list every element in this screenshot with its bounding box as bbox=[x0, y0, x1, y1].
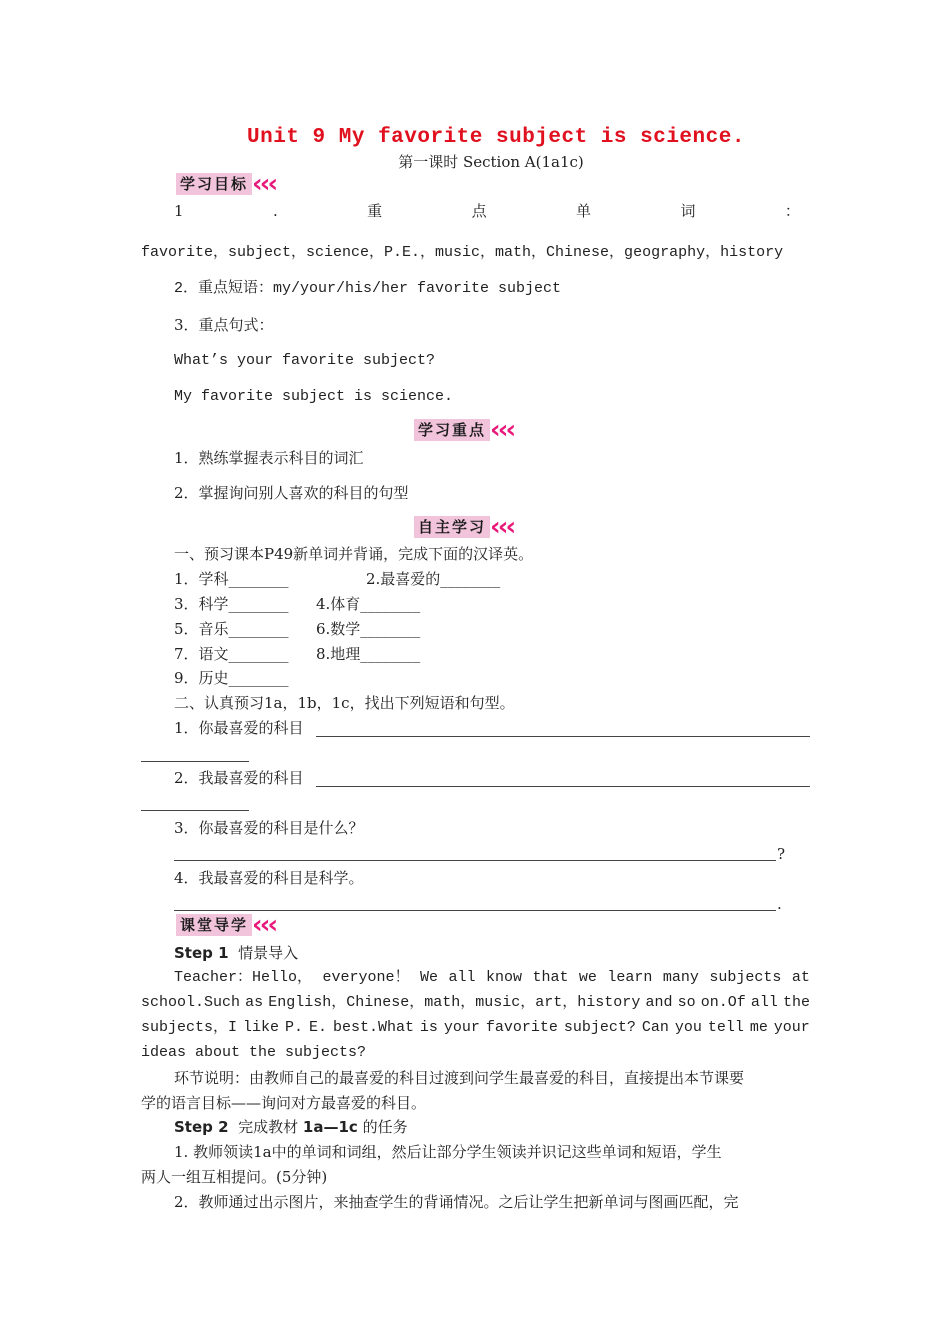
answer-line bbox=[316, 786, 810, 787]
period-mark: . bbox=[777, 895, 782, 913]
vocab-item: 2.最喜爱的________ bbox=[366, 570, 501, 588]
word: as bbox=[245, 994, 264, 1011]
word: best.What bbox=[332, 1019, 414, 1036]
word: on.Of bbox=[700, 994, 746, 1011]
step-2-title-b: 1a—1c bbox=[302, 1118, 358, 1136]
chevrons-left-icon: ‹‹‹ bbox=[252, 910, 276, 940]
focus-item-2: 2．掌握询问别人喜欢的科目的句型 bbox=[174, 484, 409, 502]
word: Teacher：Hello， bbox=[174, 969, 313, 986]
task-2-line-1: 2．教师通过出示图片，来抽查学生的背诵情况。之后让学生把新单词与图画匹配，完 bbox=[174, 1193, 739, 1211]
char: 1 bbox=[174, 202, 184, 220]
chevrons-left-icon: ‹‹‹ bbox=[490, 512, 514, 542]
word: tell bbox=[707, 1019, 744, 1036]
page-subtitle: 第一课时 Section A(1a1c) bbox=[398, 153, 584, 171]
step-1-heading bbox=[174, 943, 298, 963]
word: learn bbox=[607, 969, 653, 986]
word: we bbox=[578, 969, 597, 986]
answer-line bbox=[141, 761, 249, 762]
goals-item-2: 2．重点短语：my/your/his/her favorite subject bbox=[174, 280, 562, 297]
word: you bbox=[674, 1019, 702, 1036]
vocab-item: 4.体育________ bbox=[316, 595, 421, 613]
word: know bbox=[485, 969, 522, 986]
word: the bbox=[782, 994, 810, 1011]
word: your bbox=[443, 1019, 480, 1036]
goals-words: favorite，subject，science，P.E.，music，math，Chinese，geography，history bbox=[141, 244, 784, 261]
word: all bbox=[750, 994, 778, 1011]
char: ： bbox=[784, 202, 800, 220]
goals-sentence-1: What’s your favorite subject? bbox=[174, 352, 436, 369]
note-line-1: 环节说明：由教师自己的最喜爱的科目过渡到问学生最喜爱的科目，直接提出本节课要 bbox=[174, 1069, 745, 1087]
question-4: 4．我最喜爱的科目是科学。 bbox=[174, 869, 364, 887]
focus-item-1: 1．熟练掌握表示科目的词汇 bbox=[174, 449, 364, 467]
word: like bbox=[242, 1019, 279, 1036]
word: is bbox=[419, 1019, 438, 1036]
step-2-heading bbox=[174, 1117, 408, 1137]
chevrons-left-icon: ‹‹‹ bbox=[252, 169, 276, 199]
word: P. bbox=[284, 1019, 303, 1036]
section-badge-focus bbox=[414, 417, 513, 443]
badge-label: 自主学习 bbox=[414, 516, 490, 538]
char: 单 bbox=[576, 202, 592, 220]
self-part-2: 二、认真预习1a，1b，1c，找出下列短语和句型。 bbox=[174, 694, 515, 712]
word: E. bbox=[308, 1019, 327, 1036]
step-1-label: Step 1 bbox=[174, 944, 229, 962]
answer-line bbox=[141, 810, 249, 811]
word: so bbox=[677, 994, 696, 1011]
chevrons-left-icon: ‹‹‹ bbox=[490, 415, 514, 445]
vocab-item: 7．语文________ bbox=[174, 645, 289, 663]
word: everyone！ bbox=[322, 969, 410, 986]
vocab-item: 1．学科________ bbox=[174, 570, 289, 588]
page-title: Unit 9 My favorite subject is science. bbox=[247, 126, 745, 149]
word: and bbox=[645, 994, 673, 1011]
word: English，Chinese，math，music，art，history bbox=[268, 994, 641, 1011]
teacher-line-3 bbox=[141, 1018, 810, 1038]
goals-item-3: 3．重点句式： bbox=[174, 316, 274, 334]
step-2-title-a: 完成教材 bbox=[238, 1118, 299, 1136]
word: school.Such bbox=[141, 994, 241, 1011]
word: at bbox=[791, 969, 810, 986]
word: me bbox=[749, 1019, 768, 1036]
goals-sentence-2: My favorite subject is science. bbox=[174, 388, 454, 405]
teacher-line-2 bbox=[141, 993, 810, 1013]
self-part-1: 一、预习课本P49新单词并背诵，完成下面的汉译英。 bbox=[174, 545, 534, 563]
question-mark: ? bbox=[777, 845, 786, 863]
word: your bbox=[773, 1019, 810, 1036]
answer-line bbox=[174, 860, 776, 861]
vocab-item: 9．历史________ bbox=[174, 669, 289, 687]
teacher-line-1 bbox=[174, 968, 810, 988]
vocab-item: 5．音乐________ bbox=[174, 620, 289, 638]
question-2: 2．我最喜爱的科目 bbox=[174, 769, 304, 787]
badge-label: 学习目标 bbox=[176, 173, 252, 195]
step-1-title: 情景导入 bbox=[238, 944, 299, 962]
vocab-item: 3．科学________ bbox=[174, 595, 289, 613]
word: subjects，I bbox=[141, 1019, 238, 1036]
step-2-title-c: 的任务 bbox=[362, 1118, 408, 1136]
question-1: 1．你最喜爱的科目 bbox=[174, 719, 304, 737]
char: . bbox=[272, 202, 278, 220]
teacher-line-4: ideas about the subjects? bbox=[141, 1044, 367, 1061]
word: subject? bbox=[563, 1019, 636, 1036]
word: many bbox=[662, 969, 699, 986]
question-3: 3．你最喜爱的科目是什么？ bbox=[174, 819, 364, 837]
answer-line bbox=[316, 736, 810, 737]
vocab-item: 6.数学________ bbox=[316, 620, 421, 638]
char: 重 bbox=[367, 202, 383, 220]
word: We bbox=[419, 969, 438, 986]
word: subjects bbox=[709, 969, 782, 986]
char: 词 bbox=[680, 202, 696, 220]
note-line-2: 学的语言目标——询问对方最喜爱的科目。 bbox=[141, 1094, 427, 1112]
word: all bbox=[448, 969, 476, 986]
task-1-line-2: 两人一组互相提问。(5分钟) bbox=[141, 1168, 328, 1186]
section-badge-goals bbox=[176, 171, 275, 197]
step-2-label: Step 2 bbox=[174, 1118, 229, 1136]
word: favorite bbox=[485, 1019, 558, 1036]
section-badge-class bbox=[176, 912, 275, 938]
word: Can bbox=[641, 1019, 669, 1036]
goals-item-1 bbox=[174, 201, 800, 221]
task-1-line-1: 1. 教师领读1a中的单词和词组，然后让部分学生领读并识记这些单词和短语，学生 bbox=[174, 1143, 722, 1161]
badge-label: 学习重点 bbox=[414, 419, 490, 441]
vocab-item: 8.地理________ bbox=[316, 645, 421, 663]
badge-label: 课堂导学 bbox=[176, 914, 252, 936]
char: 点 bbox=[471, 202, 487, 220]
word: that bbox=[532, 969, 569, 986]
section-badge-self bbox=[414, 514, 513, 540]
